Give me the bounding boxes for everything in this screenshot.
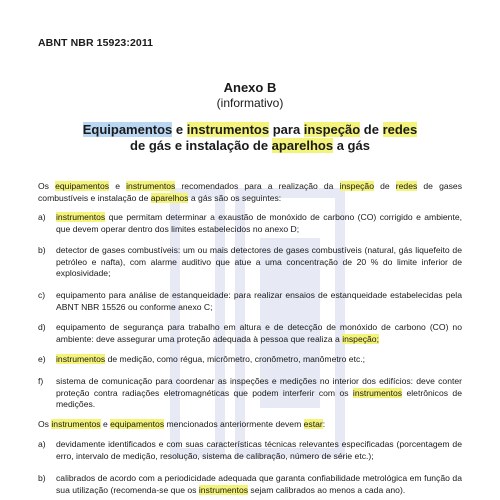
highlighted-term: redes	[395, 181, 418, 191]
text-run: recomendados para a realização da	[175, 181, 340, 191]
text-run: calibrados de acordo com a periodicidade adequada que garanta confiabilidade metrológica em função da sua utilização (recomenda-se que os	[56, 473, 462, 495]
highlighted-term: aparelhos	[150, 192, 189, 203]
list-item-text	[56, 290, 462, 313]
list-item-text	[56, 212, 462, 235]
section-title-line-2	[0, 138, 500, 154]
text-run: a gás	[333, 138, 370, 153]
highlighted-term: instrumentos	[186, 122, 270, 137]
selected-term: Equipamentos	[82, 122, 173, 137]
text-run: de gases combustíveis e instalação de	[38, 181, 462, 203]
list-marker: b)	[38, 473, 46, 483]
section-title-line-1	[0, 122, 500, 138]
text-run: sejam calibrados ao menos a cada ano).	[248, 484, 406, 495]
list-item-text	[56, 354, 462, 366]
conditions-intro	[38, 419, 462, 431]
list-marker: a)	[38, 212, 46, 222]
text-run: Os	[38, 181, 56, 191]
highlighted-term: instrumentos	[56, 212, 106, 222]
list-item-text	[56, 439, 462, 462]
highlighted-term: inspeção	[303, 122, 361, 137]
highlighted-term: instrumentos	[352, 387, 403, 398]
section-title	[0, 122, 500, 154]
annex-title: Anexo B	[223, 80, 277, 95]
text-run: e	[172, 122, 187, 137]
text-run: Os	[38, 419, 52, 429]
list-marker: f)	[38, 376, 44, 386]
list-item-text	[56, 473, 462, 496]
text-run: equipamento de segurança para trabalho em altura e de detecção de monóxido de carbono (CO) no ambiente: deve assegurar uma proteção adequada à pessoa que realiza a	[56, 322, 462, 344]
highlighted-term: instrumentos	[198, 484, 249, 495]
list-marker: e)	[38, 354, 46, 364]
highlighted-term: instrumentos	[51, 419, 101, 429]
intro-paragraph	[38, 181, 462, 204]
list-marker: a)	[38, 439, 46, 449]
text-run: de medição, como régua, micrômetro, cronômetro, manômetro etc.;	[105, 354, 366, 364]
text-run: :	[322, 419, 326, 429]
annex-subtitle: (informativo)	[216, 96, 284, 110]
text-run: devidamente identificados e com suas características técnicas relevantes especificadas (porcentagem de erro, intervalo de medição, resolução, sistema de calibração, número de série etc.);	[56, 439, 462, 461]
list-item-text	[56, 376, 462, 411]
highlighted-term: instrumentos	[126, 181, 176, 191]
highlighted-term: inspeção	[339, 181, 374, 191]
text-run: e	[100, 419, 111, 429]
highlighted-term: aparelhos	[271, 138, 334, 153]
highlighted-term: equipamentos	[55, 181, 110, 191]
list-item-text	[56, 322, 462, 345]
highlighted-term: estar	[303, 419, 323, 429]
highlighted-term: equipamentos	[110, 419, 165, 429]
text-run: mencionados anteriormente devem	[164, 419, 304, 429]
text-run: a gás são os seguintes:	[188, 192, 282, 203]
text-run: equipamento para análise de estanqueidade: para realizar ensaios de estanqueidade estabelecidas pela ABNT NBR 15526 ou conforme anexo C;	[56, 290, 462, 312]
text-run: detector de gases combustíveis: um ou mais detectores de gases combustíveis (natural, gás liquefeito de petróleo e nafta), com alarme auditivo que atue a uma concentração de 20 % do limite inferior de explosividade;	[56, 245, 462, 279]
list-item-text	[56, 245, 462, 280]
text-run: de	[360, 122, 383, 137]
text-run: e	[109, 181, 127, 191]
text-run: sistema de comunicação para coordenar as inspeções e medições no interior dos edifícios: deve conter proteção contra radiações eletromagnéticas que podem interferir com os	[56, 376, 462, 398]
document-code: ABNT NBR 15923:2011	[38, 37, 154, 49]
highlighted-term: instrumentos	[56, 354, 106, 364]
list-marker: b)	[38, 245, 46, 255]
text-run: eletrônicos de medições.	[56, 387, 462, 410]
highlighted-term: redes	[382, 122, 418, 137]
highlighted-term: inspeção;	[342, 333, 379, 344]
list-marker: c)	[38, 290, 46, 300]
text-run: para	[269, 122, 304, 137]
list-marker: d)	[38, 322, 46, 332]
text-run: de	[373, 181, 396, 191]
text-run: de gás e instalação de	[130, 138, 272, 153]
text-run: que permitam determinar a exaustão de monóxido de carbono (CO) corrigido e ambiente, que devem operar dentro dos limites estabelecidos no anexo D;	[56, 212, 462, 234]
